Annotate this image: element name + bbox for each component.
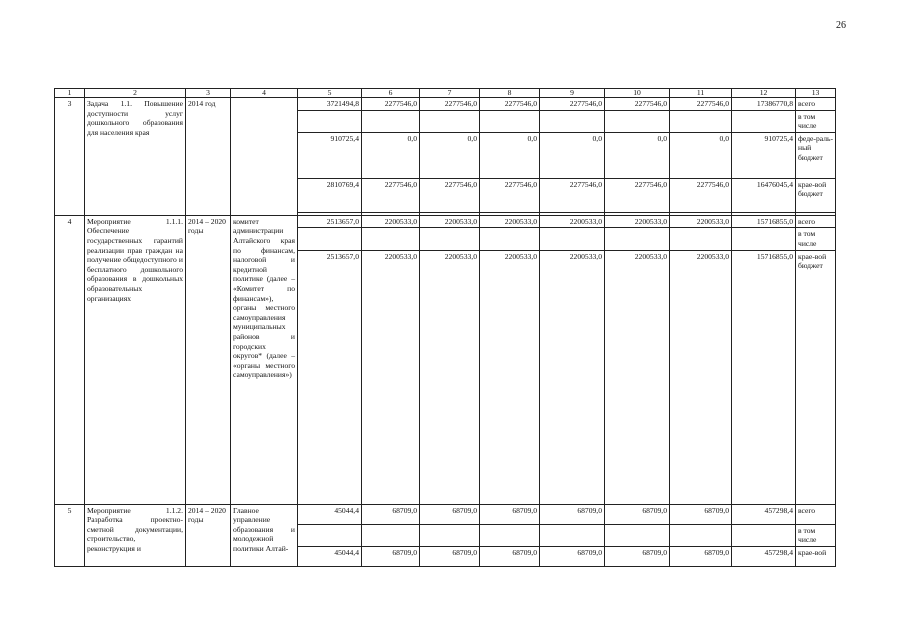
value-cell: 68709,0 xyxy=(540,546,605,566)
activity-executor: Главное управление образования и молодежной политики Алтай- xyxy=(231,504,298,566)
value-cell: 2513657,0 xyxy=(298,250,362,504)
header-cell: 10 xyxy=(605,89,670,98)
value-cell: 2277546,0 xyxy=(605,98,670,111)
value-cell: 910725,4 xyxy=(732,132,796,178)
header-cell: 2 xyxy=(85,89,186,98)
value-cell: 0,0 xyxy=(605,132,670,178)
value-cell: 0,0 xyxy=(480,132,540,178)
header-cell: 5 xyxy=(298,89,362,98)
value-cell: 2200533,0 xyxy=(605,250,670,504)
header-cell: 8 xyxy=(480,89,540,98)
source-label: крае-вой бюджет xyxy=(796,250,836,504)
source-label: в том числе xyxy=(796,228,836,250)
value-cell: 68709,0 xyxy=(670,504,732,524)
table-row xyxy=(55,98,836,111)
value-cell: 2200533,0 xyxy=(362,250,420,504)
value-cell: 68709,0 xyxy=(480,504,540,524)
value-cell: 45044,4 xyxy=(298,546,362,566)
table-row xyxy=(55,504,836,524)
row-number: 5 xyxy=(55,504,85,566)
header-cell: 6 xyxy=(362,89,420,98)
value-cell: 68709,0 xyxy=(480,546,540,566)
value-cell: 68709,0 xyxy=(605,504,670,524)
header-cell: 12 xyxy=(732,89,796,98)
value-cell: 68709,0 xyxy=(420,546,480,566)
value-cell: 2200533,0 xyxy=(420,215,480,228)
value-cell: 0,0 xyxy=(420,132,480,178)
header-cell: 4 xyxy=(231,89,298,98)
value-cell: 910725,4 xyxy=(298,132,362,178)
header-row xyxy=(55,89,836,98)
task-title: Задача 1.1. Повышение доступности услуг дошкольного образования для населения края xyxy=(85,98,186,216)
value-cell: 2200533,0 xyxy=(480,250,540,504)
source-label: в том числе xyxy=(796,110,836,132)
source-label: крае-вой xyxy=(796,546,836,566)
task-executor xyxy=(231,98,298,216)
activity-period: 2014 – 2020 годы xyxy=(186,504,231,566)
value-cell: 2277546,0 xyxy=(540,178,605,212)
value-cell: 2200533,0 xyxy=(540,250,605,504)
value-cell: 68709,0 xyxy=(362,504,420,524)
value-cell: 2810769,4 xyxy=(298,178,362,212)
row-number: 4 xyxy=(55,215,85,504)
value-cell: 15716855,0 xyxy=(732,215,796,228)
source-label: в том числе xyxy=(796,524,836,546)
value-cell: 2200533,0 xyxy=(670,215,732,228)
activity-period: 2014 – 2020 годы xyxy=(186,215,231,504)
value-cell: 3721494,8 xyxy=(298,98,362,111)
value-cell: 2277546,0 xyxy=(362,178,420,212)
page-number: 26 xyxy=(836,20,846,31)
value-cell: 68709,0 xyxy=(670,546,732,566)
value-cell: 2200533,0 xyxy=(540,215,605,228)
source-label: всего xyxy=(796,98,836,111)
value-cell: 2277546,0 xyxy=(605,178,670,212)
value-cell: 457298,4 xyxy=(732,546,796,566)
value-cell: 2513657,0 xyxy=(298,215,362,228)
value-cell: 2277546,0 xyxy=(670,178,732,212)
value-cell: 2277546,0 xyxy=(420,178,480,212)
task-period: 2014 год xyxy=(186,98,231,216)
table-row xyxy=(55,215,836,228)
value-cell: 2277546,0 xyxy=(670,98,732,111)
value-cell: 68709,0 xyxy=(605,546,670,566)
value-cell: 68709,0 xyxy=(540,504,605,524)
value-cell: 45044,4 xyxy=(298,504,362,524)
value-cell: 2277546,0 xyxy=(540,98,605,111)
source-label: феде-раль-ный бюджет xyxy=(796,132,836,178)
value-cell: 2277546,0 xyxy=(362,98,420,111)
value-cell: 15716855,0 xyxy=(732,250,796,504)
source-label: всего xyxy=(796,504,836,524)
value-cell: 17386770,8 xyxy=(732,98,796,111)
budget-table xyxy=(54,88,836,567)
value-cell: 0,0 xyxy=(540,132,605,178)
value-cell: 2277546,0 xyxy=(420,98,480,111)
header-cell: 11 xyxy=(670,89,732,98)
value-cell: 0,0 xyxy=(362,132,420,178)
header-cell: 7 xyxy=(420,89,480,98)
activity-executor: комитет администрации Алтайского края по финансам, налоговой и кредитной политике (далее – «Комитет по финансам»), органы местного самоуправления муниципальных районов и городских округов* (далее – «органы местного самоуправления») xyxy=(231,215,298,504)
header-cell: 1 xyxy=(55,89,85,98)
source-label: всего xyxy=(796,215,836,228)
value-cell: 0,0 xyxy=(670,132,732,178)
value-cell: 2277546,0 xyxy=(480,98,540,111)
value-cell: 68709,0 xyxy=(420,504,480,524)
value-cell: 16476045,4 xyxy=(732,178,796,212)
header-cell: 3 xyxy=(186,89,231,98)
value-cell: 2200533,0 xyxy=(605,215,670,228)
row-number: 3 xyxy=(55,98,85,216)
value-cell: 2277546,0 xyxy=(480,178,540,212)
value-cell: 2200533,0 xyxy=(480,215,540,228)
value-cell: 2200533,0 xyxy=(670,250,732,504)
value-cell: 68709,0 xyxy=(362,546,420,566)
value-cell: 457298,4 xyxy=(732,504,796,524)
value-cell: 2200533,0 xyxy=(362,215,420,228)
source-label: крае-вой бюджет xyxy=(796,178,836,212)
activity-title: Мероприятие 1.1.1. Обеспечение государственных гарантий реализации прав граждан на получение общедоступного и бесплатного дошкольного образования в дошкольных образовательных организациях xyxy=(85,215,186,504)
activity-title: Мероприятие 1.1.2. Разработка проектно-сметной документации, строительство, реконструкция и xyxy=(85,504,186,566)
header-cell: 13 xyxy=(796,89,836,98)
header-cell: 9 xyxy=(540,89,605,98)
value-cell: 2200533,0 xyxy=(420,250,480,504)
